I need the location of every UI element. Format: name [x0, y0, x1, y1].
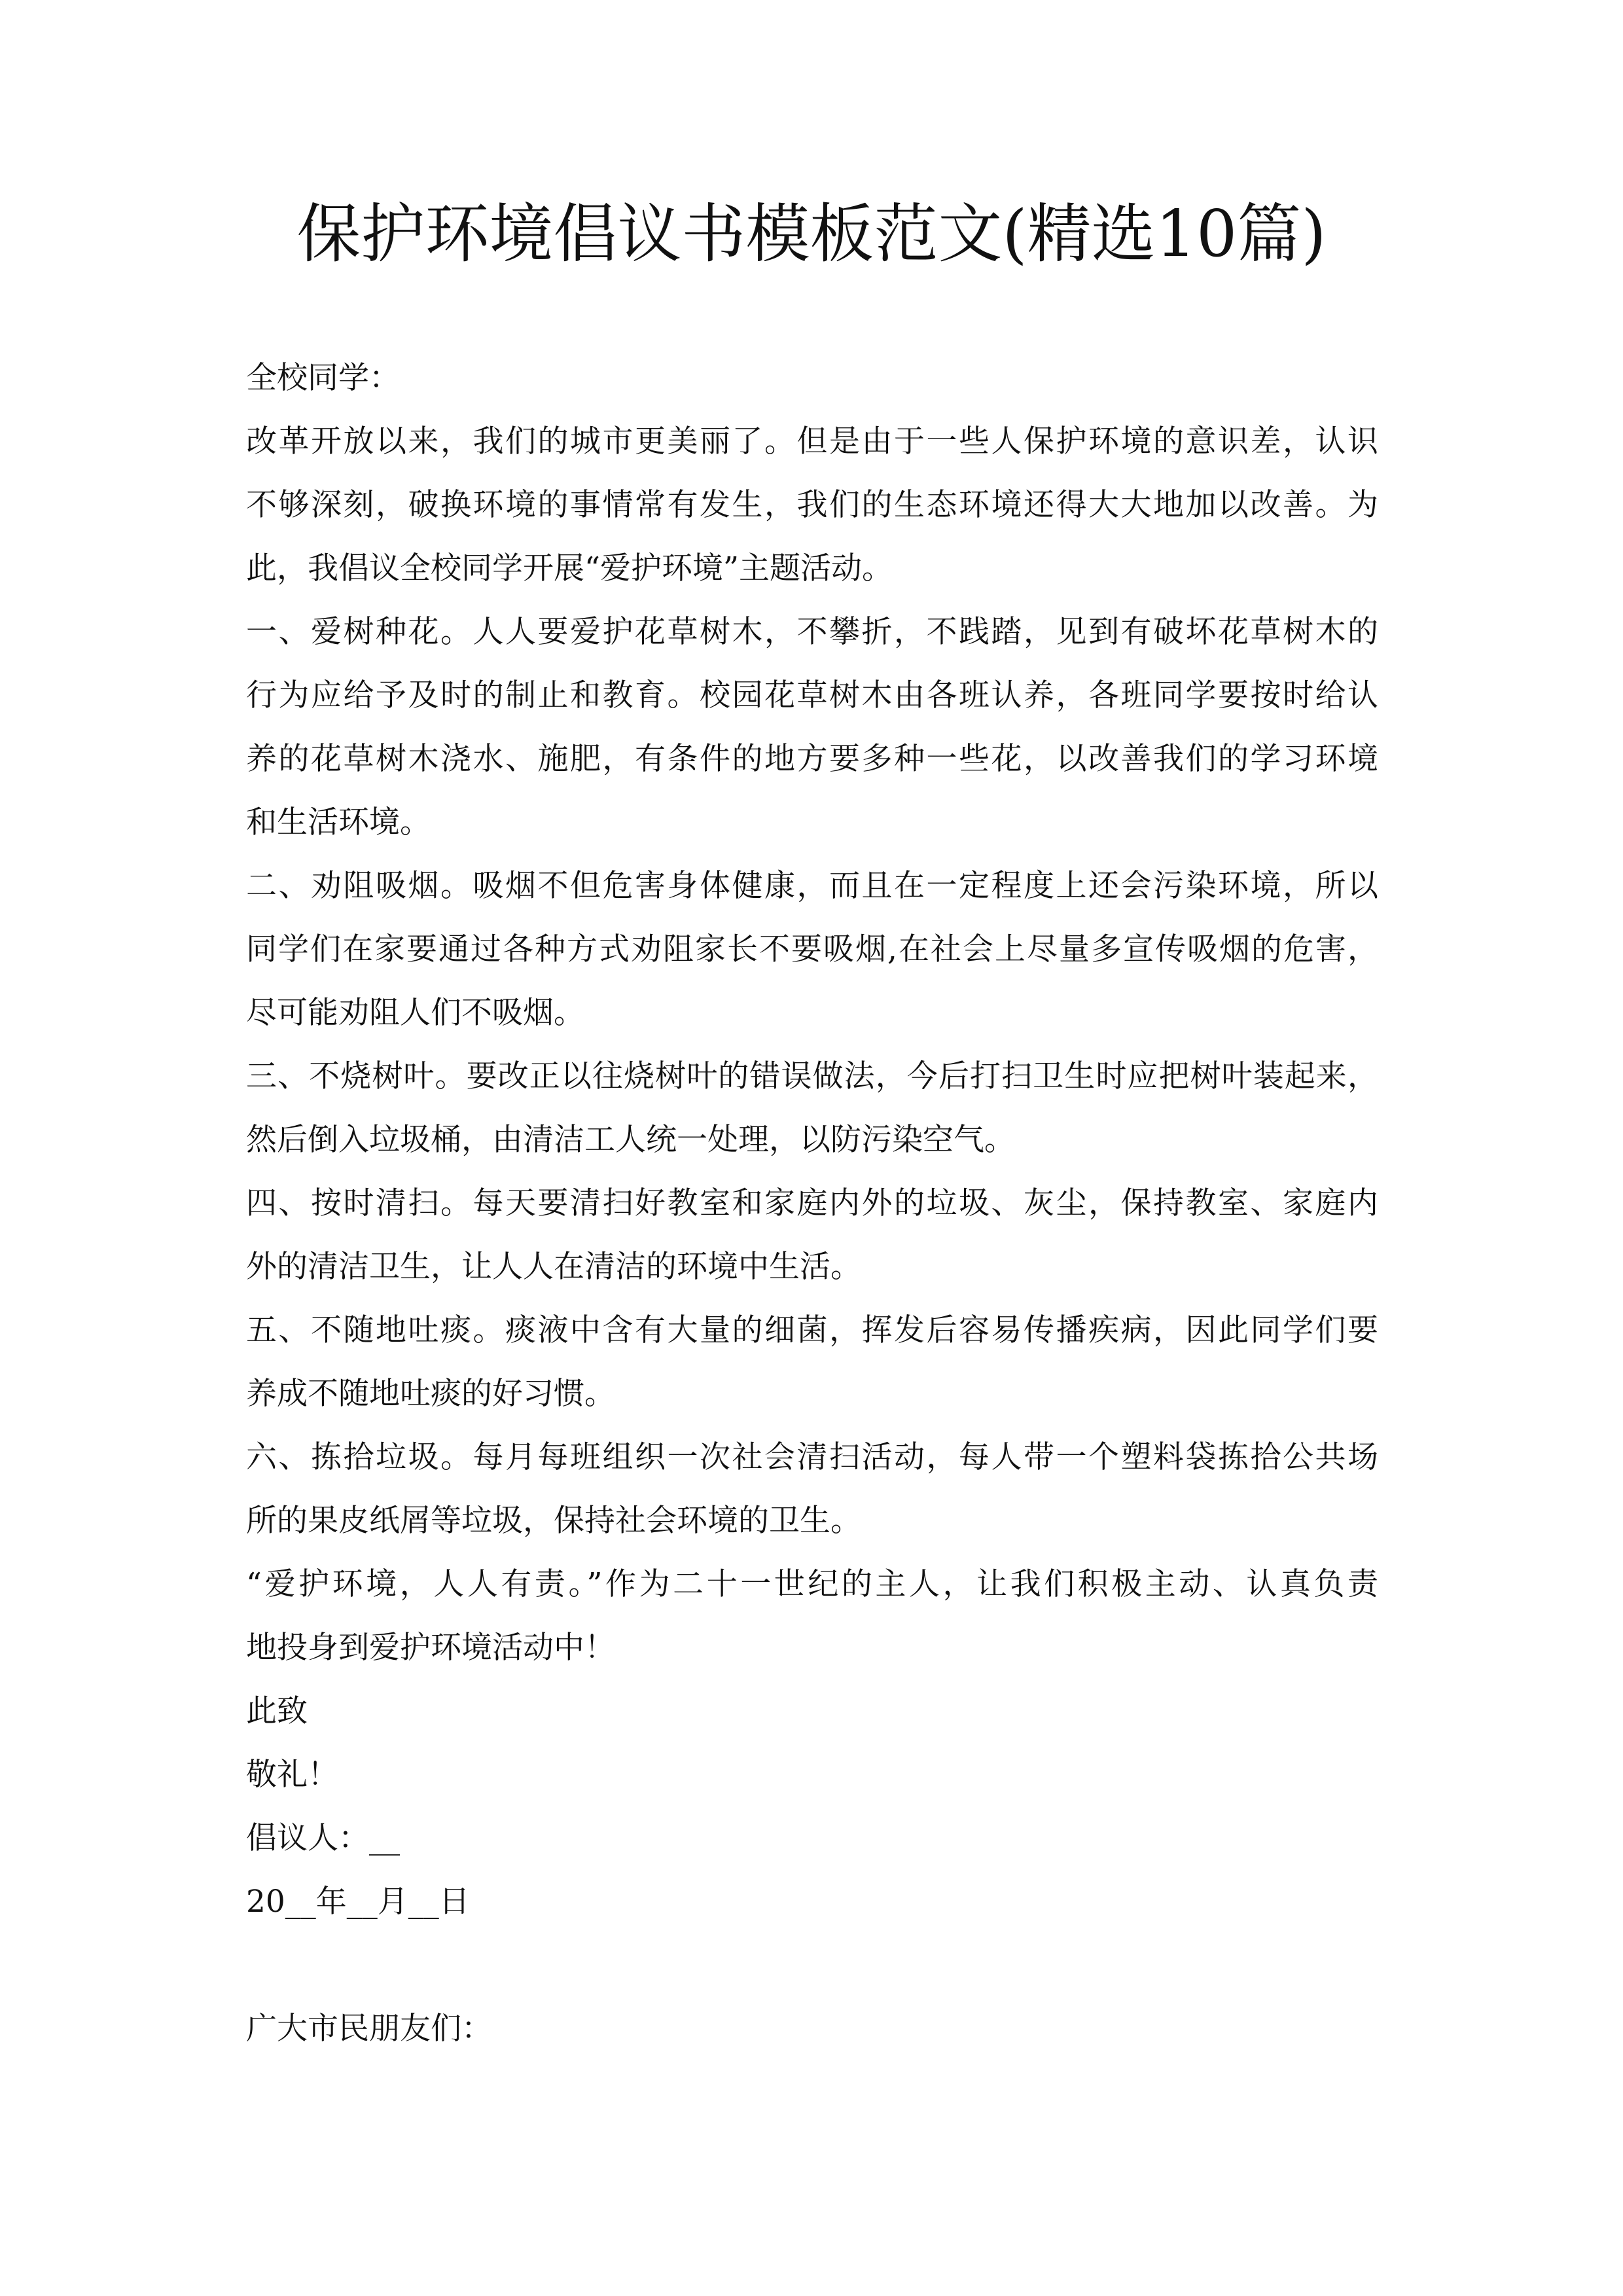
text-line: 此，我倡议全校同学开展“爱护环境”主题活动。	[246, 550, 893, 586]
text-line: 地投身到爱护环境活动中！	[246, 1630, 615, 1666]
document-body	[246, 346, 1378, 2060]
text-line: 三、不烧树叶。要改正以往烧树叶的错误做法，今后打扫卫生时应把树叶装起来，	[246, 1058, 1378, 1094]
text-line: 同学们在家要通过各种方式劝阻家长不要吸烟,在社会上尽量多宣传吸烟的危害，	[246, 931, 1378, 967]
text-line: 养成不随地吐痰的好习惯。	[246, 1376, 615, 1412]
document-title: 保护环境倡议书模板范文(精选10篇)	[296, 197, 1327, 272]
text-line: 所的果皮纸屑等垃圾，保持社会环境的卫生。	[246, 1503, 861, 1539]
text-line: 改革开放以来，我们的城市更美丽了。但是由于一些人保护环境的意识差，认识	[246, 423, 1378, 459]
text-line: 全校同学：	[246, 360, 400, 396]
blank-line	[246, 1933, 1378, 1997]
text-line: 一、爱树种花。人人要爱护花草树木，不攀折，不践踏，见到有破坏花草树木的	[246, 614, 1378, 650]
text-line: 和生活环境。	[246, 804, 431, 840]
text-line: 五、不随地吐痰。痰液中含有大量的细菌，挥发后容易传播疾病，因此同学们要	[246, 1312, 1378, 1348]
text-line: 外的清洁卫生，让人人在清洁的环境中生活。	[246, 1249, 861, 1285]
text-line: 不够深刻，破换环境的事情常有发生，我们的生态环境还得大大地加以改善。为	[246, 487, 1378, 523]
text-line: 六、拣拾垃圾。每月每班组织一次社会清扫活动，每人带一个塑料袋拣拾公共场	[246, 1439, 1378, 1475]
text-line: 养的花草树木浇水、施肥，有条件的地方要多种一些花，以改善我们的学习环境	[246, 741, 1378, 777]
text-line: 广大市民朋友们：	[246, 2011, 492, 2047]
text-line: 然后倒入垃圾桶，由清洁工人统一处理，以防污染空气。	[246, 1122, 1015, 1158]
text-line: 四、按时清扫。每天要清扫好教室和家庭内外的垃圾、灰尘，保持教室、家庭内	[246, 1185, 1378, 1221]
text-line: 20__年__月__日	[246, 1884, 470, 1920]
text-line: 敬礼！	[246, 1757, 338, 1793]
text-line: 尽可能劝阻人们不吸烟。	[246, 995, 584, 1031]
text-line: 行为应给予及时的制止和教育。校园花草树木由各班认养，各班同学要按时给认	[246, 677, 1378, 713]
text-line: “爱护环境，人人有责。”作为二十一世纪的主人，让我们积极主动、认真负责	[246, 1566, 1378, 1602]
text-line: 二、劝阻吸烟。吸烟不但危害身体健康，而且在一定程度上还会污染环境，所以	[246, 868, 1378, 904]
text-line: 此致	[246, 1693, 308, 1729]
text-line: 倡议人：__	[246, 1820, 400, 1856]
